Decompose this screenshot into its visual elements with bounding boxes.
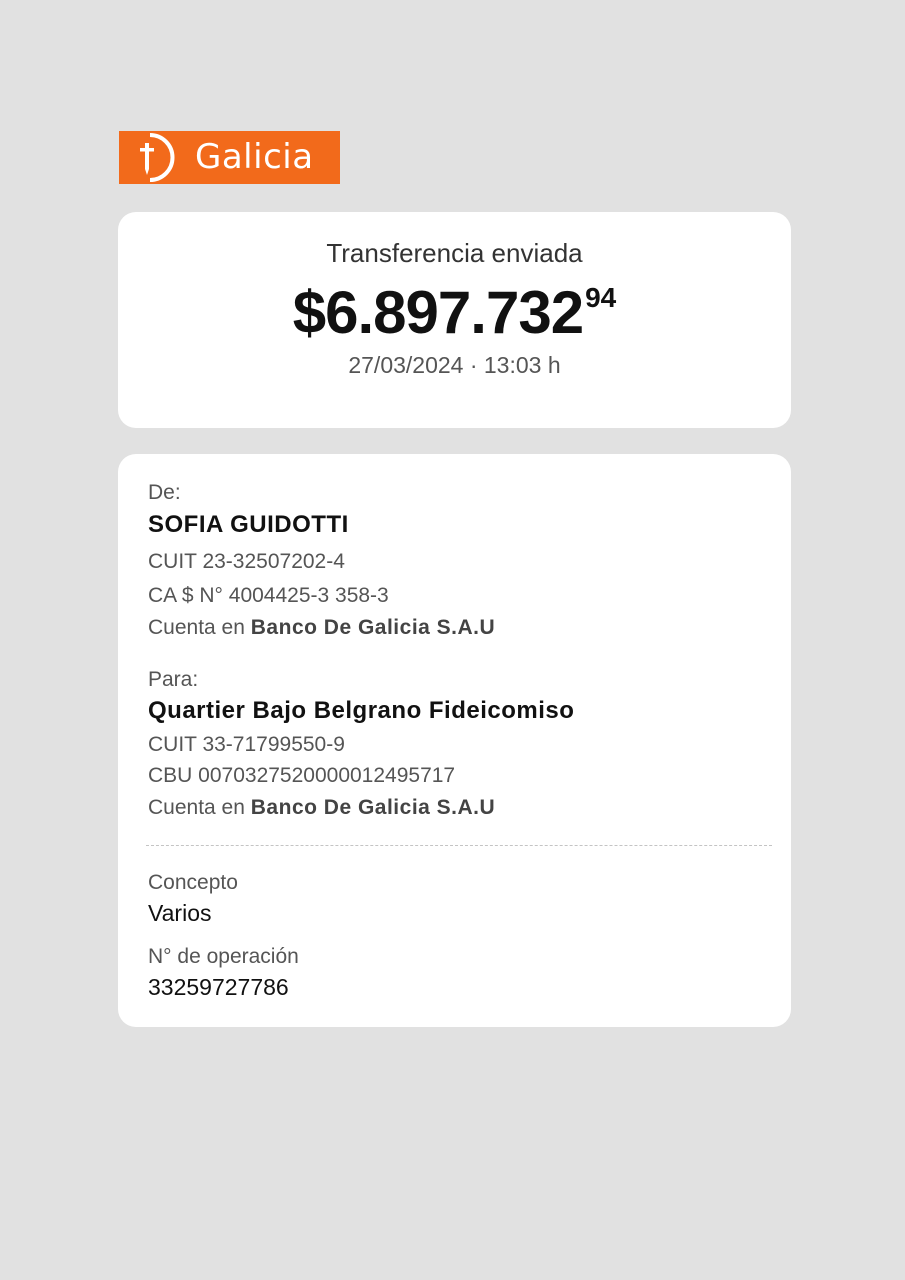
from-name: SOFIA GUIDOTTI — [148, 511, 349, 538]
from-account: CA $ N° 4004425-3 358-3 — [148, 584, 389, 607]
to-cbu: CBU 0070327520000012495717 — [148, 764, 456, 787]
transfer-amount — [118, 278, 791, 347]
galicia-emblem-icon — [119, 131, 181, 184]
amount-main: $6.897.732 — [292, 279, 584, 346]
to-cuit: CUIT 33-71799550-9 — [148, 733, 345, 756]
section-divider — [146, 845, 772, 846]
to-bank-name: Banco De Galicia S.A.U — [250, 796, 496, 819]
amount-cents: 94 — [585, 282, 617, 313]
transfer-summary-card — [118, 212, 791, 428]
to-bank-prefix: Cuenta en — [148, 796, 245, 819]
operation-number-value: 33259727786 — [148, 974, 289, 1000]
to-bank-line — [148, 796, 495, 820]
transfer-datetime: 27/03/2024 · 13:03 h — [348, 352, 561, 378]
to-name: Quartier Bajo Belgrano Fideicomiso — [148, 697, 575, 724]
brand-name: Galicia — [195, 137, 314, 177]
transfer-details-card — [118, 454, 791, 1027]
from-bank-line — [148, 616, 495, 640]
concept-value: Varios — [148, 900, 212, 926]
galicia-logo — [119, 131, 340, 184]
operation-number-label: N° de operación — [148, 945, 299, 968]
from-bank-name: Banco De Galicia S.A.U — [250, 616, 496, 639]
from-cuit: CUIT 23-32507202-4 — [148, 550, 345, 573]
transfer-status-title: Transferencia enviada — [326, 238, 583, 268]
from-label: De: — [148, 481, 181, 504]
to-label: Para: — [148, 668, 199, 691]
concept-label: Concepto — [148, 871, 238, 894]
from-bank-prefix: Cuenta en — [148, 616, 245, 639]
